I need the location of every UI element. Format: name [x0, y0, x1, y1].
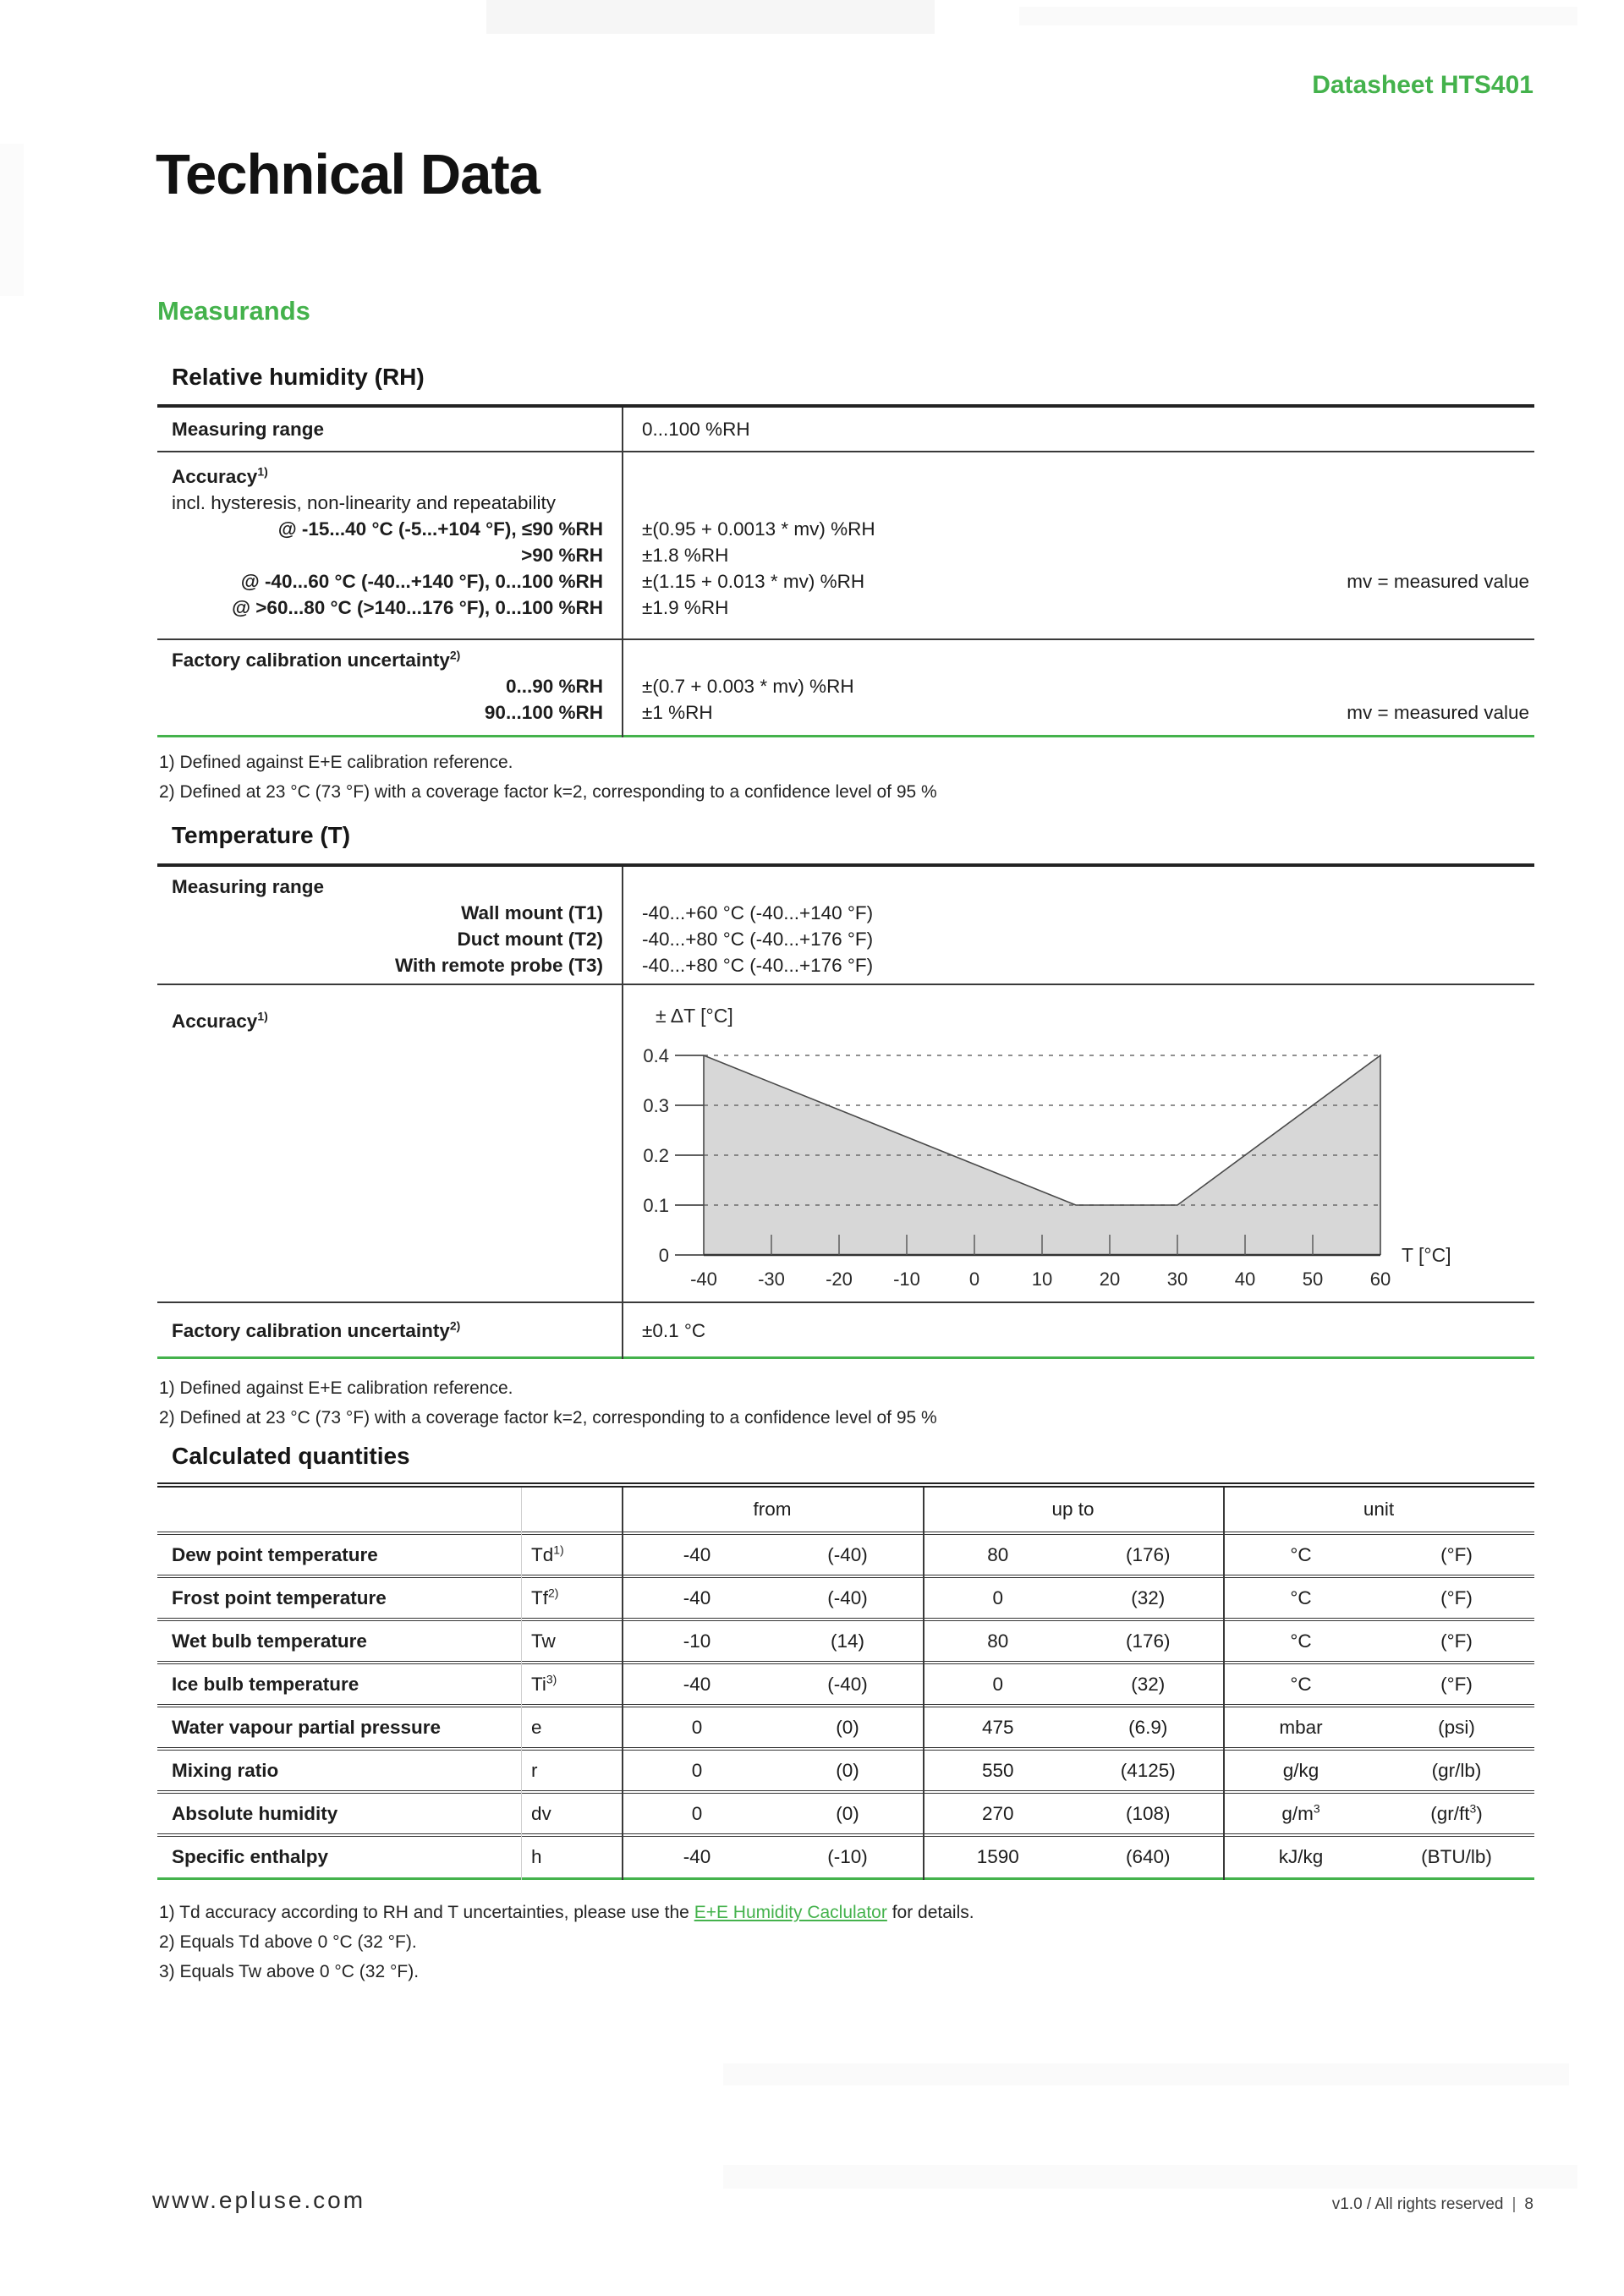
footnote: 3) Equals Tw above 0 °C (32 °F).	[159, 1962, 420, 1981]
quantity-name: Wet bulb temperature	[172, 1630, 367, 1652]
quantity-cell	[157, 1717, 622, 1739]
table-line	[157, 952, 1534, 978]
table-line	[157, 542, 1534, 568]
unit-cell	[1223, 1674, 1534, 1696]
table-row	[157, 1664, 1534, 1707]
footer-separator: |	[1512, 2195, 1517, 2213]
row-label: incl. hysteresis, non-linearity and repeatability	[172, 492, 556, 513]
page-title: Technical Data	[156, 143, 540, 206]
row-label: Accuracy$^{1)}$	[172, 464, 268, 487]
from-cell	[622, 1630, 923, 1652]
svg-text:30: 30	[1166, 1269, 1188, 1290]
from-cell	[622, 1760, 923, 1782]
upto-metric: 0	[992, 1586, 1003, 1608]
mv-note: mv = measured value	[1347, 571, 1529, 592]
accuracy-chart-cell	[622, 985, 1534, 1301]
table-line	[157, 874, 1534, 900]
row-label: Wall mount (T1)	[461, 902, 603, 923]
from-metric: -40	[683, 1586, 711, 1608]
unit-cell	[1223, 1760, 1534, 1782]
row-label: Factory calibration uncertainty$^{2)}$	[172, 648, 461, 671]
unit-value: °C	[1290, 1673, 1312, 1695]
footnote: 1) Defined against E+E calibration reference.	[159, 753, 513, 772]
scan-artifact	[486, 0, 935, 34]
upto-metric: 0	[992, 1673, 1003, 1695]
unit-value: (BTU/lb)	[1421, 1846, 1492, 1867]
row-value: -40...+80 °C (-40...+176 °F)	[642, 929, 874, 950]
upto-metric: 1590	[976, 1846, 1019, 1867]
table-row	[157, 1794, 1534, 1837]
quantity-symbol: h	[531, 1846, 542, 1867]
row-label: @ -40...60 °C (-40...+140 °F), 0...100 %RH	[240, 571, 603, 592]
upto-cell	[923, 1587, 1223, 1609]
table-row	[157, 1621, 1534, 1664]
upto-metric: 475	[981, 1716, 1014, 1738]
humidity-calculator-link[interactable]: E+E Humidity Caclulator	[694, 1903, 887, 1922]
rh-fcu-row	[157, 640, 1534, 737]
table-line	[157, 463, 1534, 490]
rh-footnotes	[159, 748, 937, 807]
row-label: Measuring range	[172, 876, 325, 897]
footnote: 2) Defined at 23 °C (73 °F) with a coverage factor k=2, corresponding to a confidence level of 95 %	[159, 782, 937, 802]
calculated-footnotes	[159, 1898, 974, 1986]
unit-value: (°F)	[1440, 1630, 1473, 1652]
table-line	[157, 699, 1534, 726]
svg-text:40: 40	[1234, 1269, 1256, 1290]
from-imperial: (-40)	[827, 1543, 868, 1565]
table-row	[157, 1707, 1534, 1751]
unit-value: (°F)	[1440, 1673, 1473, 1695]
from-metric: -40	[683, 1846, 711, 1867]
row-value: 0...100 %RH	[642, 419, 750, 440]
from-imperial: (-40)	[827, 1586, 868, 1608]
footer-version: v1.0 / All rights reserved	[1331, 2195, 1504, 2213]
quantity-symbol: dv	[531, 1802, 551, 1824]
quantity-cell	[157, 1630, 622, 1652]
row-value: ±(1.15 + 0.013 * mv) %RH	[642, 571, 865, 592]
upto-metric: 80	[987, 1630, 1009, 1652]
upto-cell	[923, 1803, 1223, 1825]
unit-value: (psi)	[1438, 1716, 1475, 1738]
column-header-from: from	[753, 1499, 792, 1520]
quantity-symbol: Tf$^{2)}$	[531, 1586, 559, 1608]
row-value: ±1.8 %RH	[642, 545, 729, 566]
row-value: ±1 %RH	[642, 702, 713, 723]
from-cell	[622, 1846, 923, 1868]
upto-imperial: (4125)	[1120, 1759, 1176, 1781]
from-cell	[622, 1544, 923, 1566]
upto-imperial: (640)	[1125, 1846, 1171, 1867]
t-measuring-range-row	[157, 867, 1534, 985]
upto-cell	[923, 1674, 1223, 1696]
footnote	[159, 1898, 974, 1927]
from-imperial: (0)	[836, 1759, 859, 1781]
upto-cell	[923, 1717, 1223, 1739]
from-imperial: (0)	[836, 1716, 859, 1738]
upto-cell	[923, 1846, 1223, 1868]
column-header-unit: unit	[1363, 1499, 1395, 1520]
table-line	[157, 673, 1534, 699]
from-metric: 0	[691, 1716, 703, 1738]
column-divider	[622, 1488, 623, 1880]
footer-page-number: 8	[1524, 2195, 1533, 2213]
svg-text:0.4: 0.4	[643, 1045, 669, 1066]
unit-value: °C	[1290, 1586, 1312, 1608]
row-value: ±1.9 %RH	[642, 597, 729, 618]
from-metric: -10	[683, 1630, 711, 1652]
column-header-upto: up to	[1051, 1499, 1095, 1520]
quantity-name: Dew point temperature	[172, 1543, 378, 1565]
table-line	[157, 900, 1534, 926]
svg-text:-20: -20	[826, 1269, 853, 1290]
rh-measuring-range-row	[157, 408, 1534, 452]
unit-value: (gr/lb)	[1431, 1759, 1482, 1781]
quantity-name: Ice bulb temperature	[172, 1673, 359, 1695]
svg-text:T [°C]: T [°C]	[1402, 1244, 1451, 1266]
rh-accuracy-lines	[157, 463, 1534, 621]
footnote: 2) Defined at 23 °C (73 °F) with a coverage factor k=2, corresponding to a confidence level of 95 %	[159, 1408, 937, 1427]
row-label: @ -15...40 °C (-5...+104 °F), ≤90 %RH	[277, 518, 603, 540]
unit-cell	[1223, 1846, 1534, 1868]
upto-metric: 550	[981, 1759, 1014, 1781]
quantity-symbol: r	[531, 1759, 538, 1781]
scan-artifact	[723, 2063, 1569, 2085]
footnote-ref: 1)	[257, 1009, 268, 1023]
row-value: ±(0.7 + 0.003 * mv) %RH	[642, 676, 854, 697]
unit-cell	[1223, 1544, 1534, 1566]
from-imperial: (14)	[830, 1630, 864, 1652]
svg-text:0: 0	[968, 1269, 980, 1290]
footnote: 2) Equals Td above 0 °C (32 °F).	[159, 1932, 417, 1952]
from-imperial: (-10)	[827, 1846, 868, 1867]
quantity-name: Specific enthalpy	[172, 1846, 329, 1867]
column-divider-faint	[521, 1488, 522, 1880]
unit-value: °C	[1290, 1543, 1312, 1565]
svg-text:20: 20	[1099, 1269, 1121, 1290]
rh-fcu-lines	[157, 647, 1534, 726]
accuracy-chart	[622, 997, 1533, 1295]
temperature-footnotes	[159, 1373, 937, 1433]
upto-cell	[923, 1630, 1223, 1652]
table-line	[157, 926, 1534, 952]
table-line	[157, 647, 1534, 673]
svg-text:50: 50	[1302, 1269, 1324, 1290]
unit-value: (°F)	[1440, 1543, 1473, 1565]
upto-imperial: (32)	[1131, 1673, 1166, 1695]
quantity-symbol: Td$^{1)}$	[531, 1543, 564, 1565]
scan-artifact	[1019, 7, 1577, 25]
table-row	[157, 1837, 1534, 1880]
footnote-text: 1) Td accuracy according to RH and T uncertainties, please use the	[159, 1903, 694, 1922]
upto-metric: 270	[981, 1802, 1014, 1824]
row-label: Duct mount (T2)	[457, 929, 603, 950]
row-label: >90 %RH	[521, 545, 603, 566]
footer-meta	[1332, 2195, 1533, 2214]
rh-table	[157, 404, 1534, 737]
accuracy-label: Accuracy	[172, 1011, 258, 1032]
table-line	[157, 595, 1534, 621]
svg-text:60: 60	[1369, 1269, 1391, 1290]
row-label: @ >60...80 °C (>140...176 °F), 0...100 %RH	[232, 597, 603, 618]
quantity-cell	[157, 1803, 622, 1825]
rh-heading: Relative humidity (RH)	[172, 364, 425, 390]
quantity-name: Mixing ratio	[172, 1759, 279, 1781]
upto-cell	[923, 1544, 1223, 1566]
svg-text:-30: -30	[758, 1269, 785, 1290]
quantity-name: Water vapour partial pressure	[172, 1716, 442, 1738]
footnote-text: for details.	[886, 1903, 974, 1922]
rh-accuracy-row	[157, 452, 1534, 640]
calc-header-row	[157, 1488, 1534, 1535]
unit-value: kJ/kg	[1278, 1846, 1324, 1867]
svg-text:0: 0	[658, 1245, 669, 1266]
svg-text:-40: -40	[690, 1269, 717, 1290]
from-imperial: (-40)	[827, 1673, 868, 1695]
unit-value: °C	[1290, 1630, 1312, 1652]
row-value: -40...+60 °C (-40...+140 °F)	[642, 902, 874, 923]
column-divider	[923, 1488, 924, 1880]
quantity-symbol: Tw	[531, 1630, 556, 1652]
unit-cell	[1223, 1587, 1534, 1609]
from-cell	[622, 1587, 923, 1609]
calc-body	[157, 1535, 1534, 1880]
from-cell	[622, 1803, 923, 1825]
upto-cell	[923, 1760, 1223, 1782]
from-metric: 0	[691, 1759, 703, 1781]
row-label: 0...90 %RH	[505, 676, 603, 697]
footnote-ref: 2)	[449, 1318, 461, 1333]
row-value: ±(0.95 + 0.0013 * mv) %RH	[642, 518, 875, 540]
column-divider	[622, 867, 623, 1359]
from-imperial: (0)	[836, 1802, 859, 1824]
calculated-heading: Calculated quantities	[172, 1443, 410, 1469]
quantity-cell	[157, 1587, 622, 1609]
from-cell	[622, 1674, 923, 1696]
scan-artifact	[723, 2165, 1577, 2189]
t-accuracy-row	[157, 985, 1534, 1303]
table-row	[157, 1535, 1534, 1578]
table-row	[157, 1578, 1534, 1621]
quantity-symbol: e	[531, 1716, 542, 1738]
upto-imperial: (6.9)	[1128, 1716, 1168, 1738]
temperature-table	[157, 863, 1534, 1359]
svg-text:-10: -10	[893, 1269, 920, 1290]
footnote: 1) Defined against E+E calibration reference.	[159, 1378, 513, 1398]
upto-imperial: (176)	[1125, 1543, 1171, 1565]
svg-text:10: 10	[1031, 1269, 1053, 1290]
table-line	[157, 490, 1534, 516]
t-range-lines	[157, 874, 1534, 978]
calculated-table	[157, 1482, 1534, 1880]
scan-artifact	[0, 144, 24, 296]
table-line	[157, 516, 1534, 542]
footer-website[interactable]: www.epluse.com	[152, 2187, 366, 2213]
mv-note: mv = measured value	[1347, 702, 1529, 723]
unit-value: $g/m^3$	[1281, 1801, 1320, 1824]
quantity-name: Absolute humidity	[172, 1802, 338, 1824]
row-label	[157, 1318, 622, 1344]
unit-value: g/kg	[1282, 1759, 1320, 1781]
quantity-cell	[157, 1846, 622, 1868]
from-cell	[622, 1717, 923, 1739]
row-label: 90...100 %RH	[484, 702, 603, 723]
upto-imperial: (176)	[1125, 1630, 1171, 1652]
svg-text:0.1: 0.1	[643, 1195, 669, 1216]
table-line	[157, 568, 1534, 595]
datasheet-label: Datasheet HTS401	[1312, 71, 1533, 99]
from-metric: 0	[691, 1802, 703, 1824]
quantity-cell	[157, 1760, 622, 1782]
row-label: Measuring range	[172, 419, 325, 440]
from-metric: -40	[683, 1543, 711, 1565]
t-fcu-row	[157, 1303, 1534, 1359]
unit-cell	[1223, 1717, 1534, 1739]
row-label: With remote probe (T3)	[394, 955, 603, 976]
quantity-cell	[157, 1674, 622, 1696]
upto-metric: 80	[987, 1543, 1009, 1565]
svg-text:0.2: 0.2	[643, 1145, 669, 1166]
svg-text:± ΔT [°C]: ± ΔT [°C]	[656, 1005, 733, 1027]
unit-value: (°F)	[1440, 1586, 1473, 1608]
upto-imperial: (32)	[1131, 1586, 1166, 1608]
unit-value: $(gr/ft^3)$	[1430, 1801, 1483, 1824]
quantity-cell	[157, 1544, 622, 1566]
measurands-heading: Measurands	[157, 296, 310, 326]
upto-imperial: (108)	[1125, 1802, 1171, 1824]
quantity-name: Frost point temperature	[172, 1586, 387, 1608]
svg-text:0.3: 0.3	[643, 1095, 669, 1116]
unit-cell	[1223, 1630, 1534, 1652]
row-value: ±0.1 °C	[642, 1320, 706, 1341]
unit-value: mbar	[1279, 1716, 1323, 1738]
quantity-symbol: Ti$^{3)}$	[531, 1672, 557, 1695]
row-value: -40...+80 °C (-40...+176 °F)	[642, 955, 874, 976]
fcu-label: Factory calibration uncertainty	[172, 1320, 450, 1341]
from-metric: -40	[683, 1673, 711, 1695]
temperature-heading: Temperature (T)	[172, 822, 351, 848]
row-label	[157, 985, 622, 1301]
column-divider	[1223, 1488, 1225, 1880]
column-divider	[622, 408, 623, 737]
unit-cell	[1223, 1803, 1534, 1825]
table-row	[157, 1751, 1534, 1794]
